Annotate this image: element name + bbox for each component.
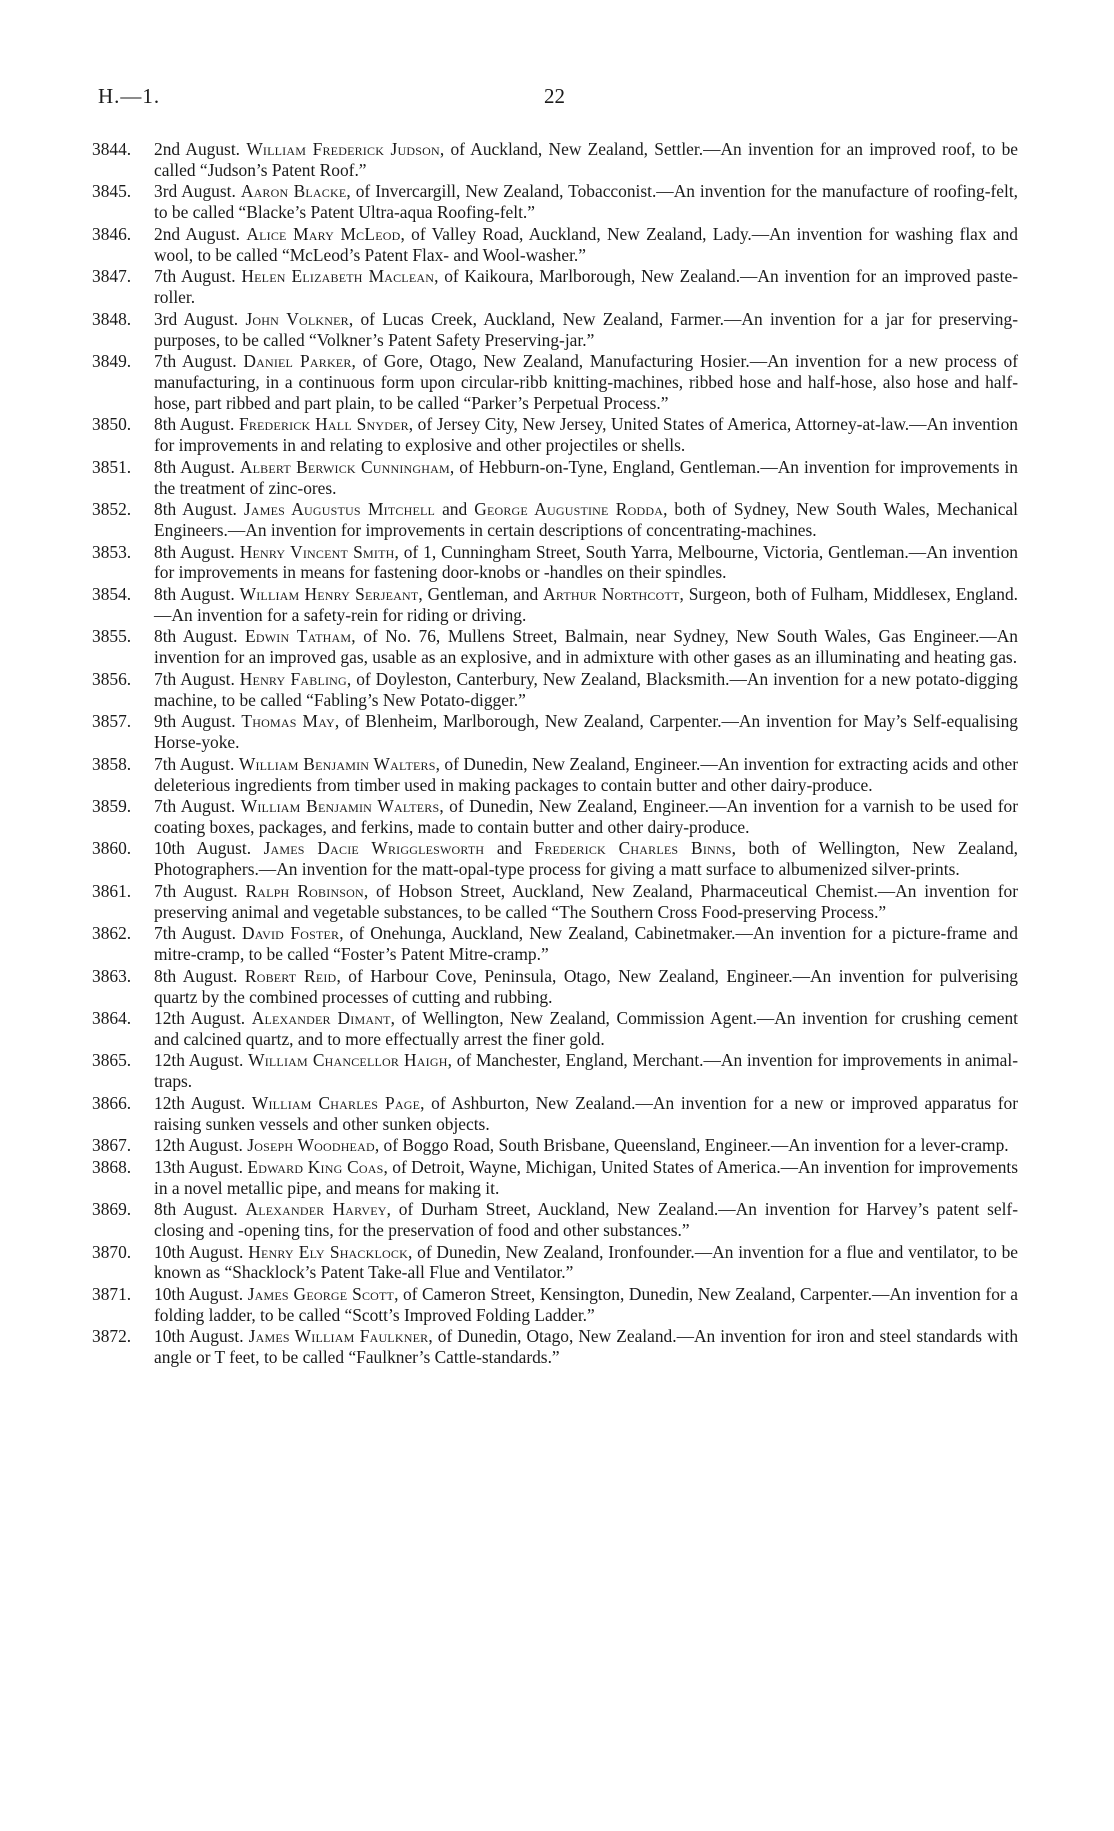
entry-description: , of Cameron Street, Kensington, Dunedin, New Zealand, Carpenter.—An invention for a folding ladder, to be called “Scott’s Improved Folding Ladder.” (154, 1283, 1018, 1325)
entry-date: 10th August. (154, 1283, 244, 1304)
applicant-joiner: and (435, 499, 475, 520)
entry-date: 2nd August. (154, 139, 241, 159)
entry-number: 3845. (92, 181, 132, 202)
entry-description: , of Ashburton, New Zealand.—An invention for a new or improved apparatus for raising sunken vessels and other sunken objects. (154, 1092, 1019, 1134)
entry-number: 3856. (92, 668, 132, 689)
entry-number: 3858. (92, 753, 132, 774)
entry-number: 3864. (92, 1008, 132, 1029)
patent-entry (92, 181, 1018, 223)
entry-number: 3846. (92, 223, 132, 244)
entry-number: 3867. (92, 1135, 132, 1156)
patent-entry (92, 711, 1018, 753)
applicant-name: William Chancellor Haigh (248, 1050, 448, 1071)
patent-entry (92, 584, 1018, 626)
entry-date: 8th August. (154, 499, 237, 520)
document-reference: H.—1. (98, 84, 161, 108)
patent-entry (92, 754, 1018, 796)
entry-number: 3848. (92, 308, 132, 329)
entry-description: , of Dunedin, New Zealand, Engineer.—An invention for a varnish to be used for coating boxes, packages, and ferkins, made to contain butter and other dairy-produce. (154, 796, 1019, 837)
entry-number: 3863. (92, 965, 132, 986)
applicant-name: Daniel Parker (243, 351, 352, 372)
patent-entry (92, 1093, 1018, 1135)
entry-description: , of Hebburn-on-Tyne, England, Gentleman.—An invention for improvements in the treatment of zinc-ores. (154, 456, 1018, 498)
applicant-name: James Augustus Mitchell (243, 499, 436, 520)
entry-number: 3862. (92, 923, 132, 944)
entry-date: 8th August. (154, 541, 235, 562)
second-applicant-name: Arthur Northcott (543, 583, 680, 604)
patent-entry (92, 966, 1018, 1008)
patent-entry (92, 1326, 1018, 1368)
entry-description: , of Auckland, New Zealand, Settler.—An invention for an improved roof, to be called “Judson’s Patent Roof.” (154, 139, 1018, 180)
patent-entry (92, 1050, 1018, 1092)
entry-description: , of No. 76, Mullens Street, Balmain, near Sydney, New South Wales, Gas Engineer.—An invention for an improved gas, usable as an explosive, and in admixture with other gases as an illuminating and heating gas. (154, 626, 1018, 668)
entry-number: 3857. (92, 711, 132, 732)
entry-description: , of Blenheim, Marlborough, New Zealand, Carpenter.—An invention for May’s Self-equalising Horse-yoke. (154, 711, 1019, 753)
applicant-name: Henry Fabling (239, 668, 347, 689)
entry-description: , of Dunedin, New Zealand, Engineer.—An invention for extracting acids and other deleterious ingredients from timber used in making packages to contain butter and other dairy-produce. (154, 753, 1018, 795)
applicant-name: Edwin Tatham (245, 626, 352, 647)
applicant-name: James Dacie Wrigglesworth (263, 838, 485, 859)
entry-description: , of Durham Street, Auckland, New Zealand.—An invention for Harvey’s patent self-closing and -opening tins, for the preservation of food and other substances.” (154, 1199, 1018, 1241)
entry-number: 3855. (92, 626, 132, 647)
second-applicant-name: George Augustine Rodda (474, 499, 664, 520)
patent-entry (92, 881, 1018, 923)
second-applicant-name: Frederick Charles Binns (534, 838, 732, 859)
patent-entry (92, 1157, 1018, 1199)
patent-entry (92, 796, 1018, 838)
patent-entry (92, 1135, 1018, 1156)
entry-date: 7th August. (154, 266, 236, 287)
patent-entry (92, 499, 1018, 541)
entry-number: 3849. (92, 351, 132, 372)
patent-entry (92, 1242, 1018, 1284)
applicant-name: James George Scott (247, 1283, 395, 1304)
patent-entry (92, 542, 1018, 584)
applicant-name: James William Faulkner (248, 1326, 429, 1347)
entry-number: 3861. (92, 880, 132, 901)
applicant-name: Alexander Dimant (251, 1008, 391, 1029)
entry-description: , both of Wellington, New Zealand, Photographers.—An invention for the matt-opal-type process for giving a matt surface to albumenized silver-prints. (154, 838, 1018, 880)
patent-entry (92, 1008, 1018, 1050)
patent-entry (92, 457, 1018, 499)
applicant-name: Edward King Coas (247, 1156, 384, 1177)
entry-date: 8th August. (154, 626, 238, 647)
entry-number: 3853. (92, 541, 132, 562)
page-number: 22 (544, 84, 565, 108)
patent-entry (92, 414, 1018, 456)
entry-number: 3872. (92, 1326, 132, 1347)
entry-date: 8th August. (154, 456, 235, 477)
entry-number: 3850. (92, 414, 132, 435)
entry-description: , of Jersey City, New Jersey, United States of America, Attorney-at-law.—An invention for improvements in and relating to explosive and other projectiles or shells. (154, 414, 1018, 456)
entry-description: , of Hobson Street, Auckland, New Zealand, Pharmaceutical Chemist.—An invention for preserving animal and vegetable substances, to be called “The Southern Cross Food-preserving Process.” (154, 880, 1018, 922)
entry-number: 3854. (92, 583, 132, 604)
applicant-name: Alexander Harvey (245, 1199, 387, 1220)
applicant-name: Henry Ely Shacklock (248, 1241, 408, 1262)
entry-date: 13th August. (154, 1156, 243, 1177)
entry-date: 9th August. (154, 711, 236, 732)
entry-date: 3rd August. (154, 308, 239, 329)
entry-number: 3851. (92, 456, 132, 477)
entry-description: , Surgeon, both of Fulham, Middlesex, England.—An invention for a safety-rein for riding or driving. (154, 583, 1019, 625)
patent-entry (92, 139, 1018, 181)
entry-description: , of Kaikoura, Marlborough, New Zealand.—An invention for an improved paste-roller. (154, 266, 1018, 308)
applicant-joiner: and (484, 838, 535, 859)
applicant-name: Ralph Robinson (245, 880, 364, 901)
applicant-name: William Benjamin Walters (238, 753, 436, 774)
patent-entry (92, 351, 1018, 414)
applicant-name: William Charles Page (251, 1092, 421, 1113)
entry-date: 12th August. (154, 1135, 243, 1156)
entry-description: , of Onehunga, Auckland, New Zealand, Cabinetmaker.—An invention for a picture-frame and mitre-cramp, to be called “Foster’s Patent Mitre-cramp.” (154, 923, 1019, 965)
entry-description: , of Lucas Creek, Auckland, New Zealand, Farmer.—An invention for a jar for preserving-purposes, to be called “Volkner’s Patent Safety Preserving-jar.” (154, 308, 1018, 350)
entry-description: , of Wellington, New Zealand, Commission Agent.—An invention for crushing cement and calcined quartz, and to more effectually arrest the finer gold. (154, 1008, 1018, 1049)
entry-date: 10th August. (154, 1241, 244, 1262)
entry-description: , of Boggo Road, South Brisbane, Queensland, Engineer.—An invention for a lever-cramp. (374, 1135, 1009, 1156)
entry-description: , of Invercargill, New Zealand, Tobacconist.—An invention for the manufacture of roofing-felt, to be called “Blacke’s Patent Ultra-aqua Roofing-felt.” (154, 181, 1019, 223)
entry-number: 3847. (92, 266, 132, 287)
applicant-name: Henry Vincent Smith (239, 541, 395, 562)
applicant-joiner: , Gentleman, and (418, 583, 544, 604)
applicant-name: William Benjamin Walters (240, 796, 440, 816)
applicant-name: Frederick Hall Snyder (238, 414, 409, 435)
entry-number: 3865. (92, 1050, 132, 1071)
entry-date: 3rd August. (154, 181, 236, 202)
entry-date: 10th August. (154, 1326, 244, 1347)
entry-date: 8th August. (154, 583, 235, 604)
entry-date: 7th August. (154, 923, 236, 944)
applicant-name: William Henry Serjeant (239, 583, 419, 604)
patent-entry (92, 266, 1018, 308)
entry-number: 3870. (92, 1241, 132, 1262)
patent-entries-list (92, 139, 1018, 1368)
entry-date: 7th August. (154, 796, 236, 816)
applicant-name: John Volkner (245, 308, 349, 329)
entry-description: , of Dunedin, Otago, New Zealand.—An invention for iron and steel standards with angle or T feet, to be called “Faulkner’s Cattle-standards.” (154, 1326, 1019, 1368)
entry-date: 8th August. (154, 965, 238, 986)
patent-entry (92, 224, 1018, 266)
patent-entry (92, 309, 1018, 351)
entry-number: 3852. (92, 499, 132, 520)
entry-date: 8th August. (154, 414, 235, 435)
entry-description: , of 1, Cunningham Street, South Yarra, Melbourne, Victoria, Gentleman.—An invention for improvements in means for fastening door-knobs or -handles on their spindles. (154, 541, 1018, 583)
entry-date: 12th August. (154, 1008, 246, 1029)
patent-entry (92, 626, 1018, 668)
applicant-name: Robert Reid (244, 965, 337, 986)
page-header (92, 84, 1018, 124)
entry-date: 10th August. (154, 838, 252, 859)
entry-number: 3868. (92, 1156, 132, 1177)
entry-date: 7th August. (154, 668, 235, 689)
entry-number: 3866. (92, 1092, 132, 1113)
entry-number: 3860. (92, 838, 132, 859)
entry-description: , of Gore, Otago, New Zealand, Manufacturing Hosier.—An invention for a new process of manufacturing, in a continuous form upon circular-ribb knitting-machines, ribbed hose and half-hose, also hose and half-hose, part ribbed and part plain, to be called “Parker’s Perpetual Process.” (154, 351, 1018, 413)
entry-date: 7th August. (154, 880, 238, 901)
entry-number: 3871. (92, 1283, 132, 1304)
applicant-name: Alice Mary McLeod (246, 223, 401, 244)
entry-description: , of Dunedin, New Zealand, Ironfounder.—An invention for a flue and ventilator, to be known as “Shacklock’s Patent Take-all Flue and Ventilator.” (154, 1241, 1018, 1283)
entry-description: , of Doyleston, Canterbury, New Zealand, Blacksmith.—An invention for a new potato-digging machine, to be called “Fabling’s New Potato-digger.” (154, 668, 1018, 710)
applicant-name: Aaron Blacke (240, 181, 347, 202)
patent-entry (92, 669, 1018, 711)
entry-number: 3859. (92, 796, 132, 816)
patent-entry (92, 838, 1018, 880)
entry-number: 3869. (92, 1199, 132, 1220)
entry-date: 8th August. (154, 1199, 238, 1220)
applicant-name: Joseph Woodhead (247, 1135, 375, 1156)
applicant-name: William Frederick Judson (246, 139, 440, 159)
patent-entry (92, 1284, 1018, 1326)
entry-description: , of Valley Road, Auckland, New Zealand, Lady.—An invention for washing flax and wool, to be called “McLeod’s Patent Flax- and Wool-washer.” (154, 223, 1018, 265)
entry-date: 7th August. (154, 753, 235, 774)
entry-date: 7th August. (154, 351, 237, 372)
applicant-name: Thomas May (241, 711, 335, 732)
entry-description: , of Detroit, Wayne, Michigan, United States of America.—An invention for improvements in a novel metallic pipe, and means for making it. (154, 1156, 1018, 1198)
entry-date: 2nd August. (154, 223, 241, 244)
entry-date: 12th August. (154, 1050, 244, 1071)
applicant-name: David Foster (242, 923, 340, 944)
entry-description: , both of Sydney, New South Wales, Mechanical Engineers.—An invention for improvements in certain descriptions of concentrating-machines. (154, 499, 1018, 541)
entry-date: 12th August. (154, 1092, 246, 1113)
patent-entry (92, 923, 1018, 965)
entry-description: , of Harbour Cove, Peninsula, Otago, New Zealand, Engineer.—An invention for pulverising quartz by the combined processes of cutting and rubbing. (154, 965, 1018, 1007)
applicant-name: Albert Berwick Cunningham (239, 456, 450, 477)
entry-description: , of Manchester, England, Merchant.—An invention for improvements in animal-traps. (154, 1050, 1018, 1092)
entry-number: 3844. (92, 139, 132, 159)
patent-entry (92, 1199, 1018, 1241)
applicant-name: Helen Elizabeth Maclean (241, 266, 435, 287)
